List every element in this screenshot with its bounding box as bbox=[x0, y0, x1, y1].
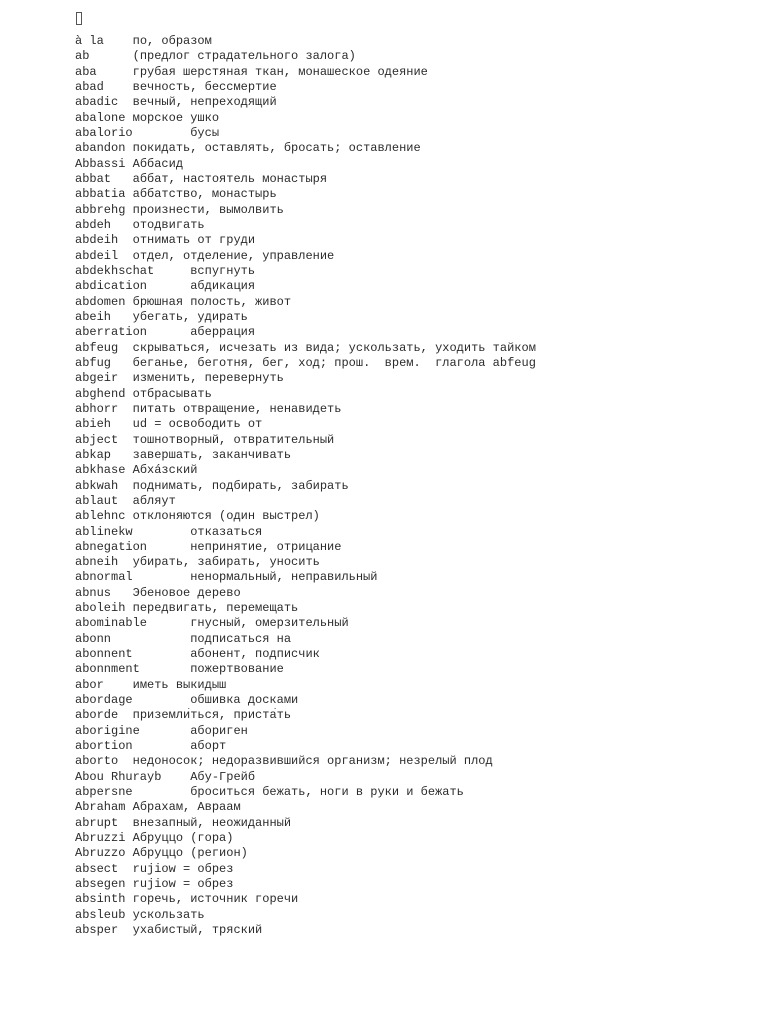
entry-row bbox=[75, 908, 755, 923]
entry-term: abdeih bbox=[75, 233, 119, 248]
entry-gloss: абляут bbox=[132, 493, 176, 508]
entry-term: abnormal bbox=[75, 570, 133, 585]
entry-gloss: аборт bbox=[190, 739, 227, 754]
missing-glyph-box bbox=[75, 12, 755, 34]
entry-row bbox=[75, 800, 755, 815]
entry-term: Abou Rhurayb bbox=[75, 769, 162, 784]
entry-gap bbox=[147, 279, 190, 293]
entry-term: ablehnc bbox=[75, 509, 126, 524]
entry-row bbox=[75, 509, 755, 524]
entry-row bbox=[75, 187, 755, 202]
entry-row bbox=[75, 126, 755, 141]
entry-term: abdomen bbox=[75, 294, 126, 309]
entry-term: abnegation bbox=[75, 539, 148, 554]
entry-term: abneih bbox=[75, 555, 119, 570]
entry-term: abieh bbox=[75, 417, 112, 432]
entry-gloss: Абхáзский bbox=[132, 463, 198, 478]
missing-glyph-icon bbox=[76, 12, 82, 25]
entry-gap bbox=[140, 662, 190, 676]
entry-gap bbox=[104, 34, 133, 48]
entry-gloss: вечный, непреходящий bbox=[132, 95, 277, 110]
entry-gloss: броситься бежать, ноги в руки и бежать bbox=[190, 785, 464, 800]
entry-gap bbox=[147, 540, 190, 554]
entry-term: aborigine bbox=[75, 723, 140, 738]
entry-row bbox=[75, 111, 755, 126]
entry-row bbox=[75, 555, 755, 570]
entry-gloss: аберрация bbox=[190, 325, 256, 340]
entry-row bbox=[75, 754, 755, 769]
entry-gap bbox=[104, 80, 133, 94]
entry-gap bbox=[111, 172, 133, 186]
entry-row bbox=[75, 662, 755, 677]
entry-gloss: гнусный, омерзительный bbox=[190, 616, 349, 631]
entry-gloss: Эбеновое дерево bbox=[132, 585, 241, 600]
entry-gloss: убегать, удирать bbox=[132, 309, 248, 324]
entry-gloss: Абруццо (регион) bbox=[132, 846, 248, 861]
entry-gap bbox=[125, 387, 132, 401]
entry-term: abdeil bbox=[75, 248, 119, 263]
entry-gap bbox=[111, 417, 133, 431]
entry-term: abadic bbox=[75, 95, 119, 110]
entry-row bbox=[75, 264, 755, 279]
entry-gloss: абориген bbox=[190, 723, 248, 738]
entry-gap bbox=[118, 708, 132, 722]
entry-gloss: Абруццо (гора) bbox=[132, 831, 234, 846]
entry-gap bbox=[133, 647, 191, 661]
entry-term: abfeug bbox=[75, 340, 119, 355]
entry-row bbox=[75, 157, 755, 172]
entry-gloss: подписаться на bbox=[190, 631, 292, 646]
entry-term: abad bbox=[75, 79, 104, 94]
entry-gloss: аббат, настоятель монастыря bbox=[132, 171, 328, 186]
entry-term: abhorr bbox=[75, 401, 119, 416]
entry-row bbox=[75, 540, 755, 555]
entry-term: absleub bbox=[75, 907, 126, 922]
entry-term: aboleih bbox=[75, 601, 126, 616]
entry-gap bbox=[118, 479, 132, 493]
entry-row bbox=[75, 892, 755, 907]
entry-gap bbox=[111, 448, 133, 462]
entry-term: abghend bbox=[75, 386, 126, 401]
entry-term: absper bbox=[75, 923, 119, 938]
entry-gloss: беганье, беготня, бег, ход; прош. врем. глагола abfeug bbox=[132, 355, 536, 370]
entry-term: aborde bbox=[75, 708, 119, 723]
entry-term: abonnment bbox=[75, 662, 140, 677]
entry-row bbox=[75, 616, 755, 631]
entry-gap bbox=[161, 770, 190, 784]
entry-term: abdekhschat bbox=[75, 263, 155, 278]
entry-term: abonnent bbox=[75, 647, 133, 662]
entry-row bbox=[75, 647, 755, 662]
entry-term: abnus bbox=[75, 585, 112, 600]
entry-gloss: ненормальный, неправильный bbox=[190, 570, 378, 585]
entry-term: ablinekw bbox=[75, 524, 133, 539]
entry-gloss: обшивка досками bbox=[190, 693, 299, 708]
entry-gloss: скрываться, исчезать из вида; ускользать, уходить тайком bbox=[132, 340, 536, 355]
entry-gloss: брюшная полость, живот bbox=[132, 294, 292, 309]
entry-gloss: покидать, оставлять, бросать; оставление bbox=[132, 141, 421, 156]
entry-gap bbox=[118, 95, 132, 109]
entry-gap bbox=[125, 295, 132, 309]
entry-row bbox=[75, 739, 755, 754]
entry-term: abor bbox=[75, 677, 104, 692]
entry-term: abkap bbox=[75, 447, 112, 462]
entry-row bbox=[75, 371, 755, 386]
entry-gloss: тошнотворный, отвратительный bbox=[132, 432, 335, 447]
entry-gap bbox=[118, 555, 132, 569]
entry-term: abbrehg bbox=[75, 202, 126, 217]
entry-row bbox=[75, 693, 755, 708]
entry-gap bbox=[118, 494, 132, 508]
entry-term: abdication bbox=[75, 279, 148, 294]
entry-term: Abbassi bbox=[75, 156, 126, 171]
entry-gloss: отодвигать bbox=[132, 217, 205, 232]
entry-gloss: передвигать, перемещать bbox=[132, 601, 299, 616]
entry-gloss: бусы bbox=[190, 125, 220, 140]
entry-gap bbox=[118, 862, 132, 876]
entry-gloss: абонент, подписчик bbox=[190, 647, 320, 662]
entry-gloss: пожертвование bbox=[190, 662, 284, 677]
entry-gap bbox=[133, 693, 191, 707]
entry-row bbox=[75, 816, 755, 831]
entry-gap bbox=[140, 724, 190, 738]
entry-gloss: отнимать от груди bbox=[132, 233, 256, 248]
entry-row bbox=[75, 770, 755, 785]
entry-gap bbox=[125, 463, 132, 477]
entry-term: Abruzzi bbox=[75, 831, 126, 846]
entry-gap bbox=[118, 233, 132, 247]
entry-term: abject bbox=[75, 432, 119, 447]
entry-gap bbox=[118, 341, 132, 355]
entry-term: absect bbox=[75, 861, 119, 876]
entry-gap bbox=[125, 111, 132, 125]
entry-term: abpersne bbox=[75, 785, 133, 800]
entry-row bbox=[75, 708, 755, 723]
entry-gap bbox=[125, 187, 132, 201]
entry-term: abonn bbox=[75, 631, 112, 646]
entry-row bbox=[75, 923, 755, 938]
entry-gloss: отбрасывать bbox=[132, 386, 212, 401]
entry-row bbox=[75, 785, 755, 800]
entry-term: abortion bbox=[75, 739, 133, 754]
entry-gloss: отклоняются (один выстрел) bbox=[132, 509, 320, 524]
entry-term: abeih bbox=[75, 309, 112, 324]
entry-row bbox=[75, 356, 755, 371]
entry-gap bbox=[125, 141, 132, 155]
entry-term: abandon bbox=[75, 141, 126, 156]
entry-list bbox=[75, 34, 755, 938]
entry-row bbox=[75, 325, 755, 340]
entry-term: aborto bbox=[75, 754, 119, 769]
entry-gap bbox=[125, 831, 132, 845]
entry-gloss: завершать, заканчивать bbox=[132, 447, 292, 462]
entry-gap bbox=[111, 218, 133, 232]
entry-gap bbox=[118, 816, 132, 830]
entry-gap bbox=[125, 877, 132, 891]
entry-gap bbox=[147, 616, 190, 630]
entry-row bbox=[75, 310, 755, 325]
entry-term: abrupt bbox=[75, 815, 119, 830]
entry-gap bbox=[125, 892, 132, 906]
entry-term: à la bbox=[75, 34, 104, 48]
entry-row bbox=[75, 233, 755, 248]
entry-gap bbox=[125, 509, 132, 523]
entry-gap bbox=[97, 65, 133, 79]
entry-gap bbox=[111, 586, 133, 600]
entry-row bbox=[75, 586, 755, 601]
entry-gloss: изменить, перевернуть bbox=[132, 371, 284, 386]
entry-row bbox=[75, 877, 755, 892]
entry-gap bbox=[154, 264, 190, 278]
entry-gap bbox=[147, 325, 190, 339]
entry-gap bbox=[133, 126, 191, 140]
entry-term: abfug bbox=[75, 355, 112, 370]
entry-row bbox=[75, 494, 755, 509]
entry-gap bbox=[118, 402, 132, 416]
entry-gap bbox=[111, 310, 133, 324]
entry-row bbox=[75, 95, 755, 110]
entry-term: aberration bbox=[75, 325, 148, 340]
entry-row bbox=[75, 49, 755, 64]
entry-row bbox=[75, 80, 755, 95]
entry-gloss: непринятие, отрицание bbox=[190, 539, 342, 554]
entry-gap bbox=[118, 923, 132, 937]
entry-gap bbox=[125, 908, 132, 922]
entry-term: abdeh bbox=[75, 217, 112, 232]
entry-row bbox=[75, 448, 755, 463]
entry-term: abkhase bbox=[75, 463, 126, 478]
entry-row bbox=[75, 341, 755, 356]
entry-row bbox=[75, 402, 755, 417]
entry-gap bbox=[104, 678, 133, 692]
entry-term: aba bbox=[75, 64, 97, 79]
entry-term: Abruzzo bbox=[75, 846, 126, 861]
dictionary-page bbox=[75, 12, 755, 938]
entry-gloss: убирать, забирать, уносить bbox=[132, 555, 320, 570]
entry-gloss: Абрахам, Авраам bbox=[132, 800, 241, 815]
entry-gap bbox=[125, 601, 132, 615]
entry-gap bbox=[133, 570, 191, 584]
entry-gloss: грубая шерстяная ткан, монашеское одеяние bbox=[132, 64, 428, 79]
entry-gap bbox=[125, 846, 132, 860]
entry-gloss: произнести, вымолвить bbox=[132, 202, 284, 217]
entry-row bbox=[75, 678, 755, 693]
entry-term: ablaut bbox=[75, 493, 119, 508]
entry-gloss: абдикация bbox=[190, 279, 256, 294]
entry-row bbox=[75, 417, 755, 432]
entry-term: abominable bbox=[75, 616, 148, 631]
entry-gloss: приземли́ться, приста́ть bbox=[132, 708, 292, 723]
entry-gap bbox=[125, 800, 132, 814]
entry-term: ab bbox=[75, 49, 90, 64]
entry-gloss: поднимать, подбирать, забирать bbox=[132, 478, 349, 493]
entry-gloss: аббатство, монастырь bbox=[132, 187, 277, 202]
entry-row bbox=[75, 433, 755, 448]
entry-row bbox=[75, 846, 755, 861]
entry-gloss: отказаться bbox=[190, 524, 263, 539]
entry-gap bbox=[118, 754, 132, 768]
entry-term: absinth bbox=[75, 892, 126, 907]
entry-gap bbox=[133, 739, 191, 753]
entry-gap bbox=[133, 785, 191, 799]
entry-row bbox=[75, 570, 755, 585]
entry-gap bbox=[118, 249, 132, 263]
entry-term: absegen bbox=[75, 877, 126, 892]
entry-gloss: Абу-Грейб bbox=[190, 769, 256, 784]
entry-gloss: ускользать bbox=[132, 907, 205, 922]
entry-row bbox=[75, 387, 755, 402]
entry-row bbox=[75, 862, 755, 877]
entry-gloss: по, образом bbox=[132, 34, 212, 48]
entry-gloss: морское ушко bbox=[132, 110, 220, 125]
entry-gloss: rujiow = обрез bbox=[132, 861, 234, 876]
entry-gap bbox=[125, 203, 132, 217]
entry-row bbox=[75, 479, 755, 494]
entry-term: abkwah bbox=[75, 478, 119, 493]
entry-gloss: Аббасид bbox=[132, 156, 184, 171]
entry-term: abbatia bbox=[75, 187, 126, 202]
entry-row bbox=[75, 203, 755, 218]
entry-gloss: иметь выкидыш bbox=[132, 677, 227, 692]
entry-gloss: ухабистый, тряский bbox=[132, 923, 263, 938]
entry-gap bbox=[111, 356, 133, 370]
entry-term: abordage bbox=[75, 693, 133, 708]
entry-row bbox=[75, 34, 755, 49]
entry-gloss: rujiow = обрез bbox=[132, 877, 234, 892]
entry-row bbox=[75, 525, 755, 540]
entry-term: abalorio bbox=[75, 125, 133, 140]
entry-gap bbox=[118, 371, 132, 385]
entry-gloss: отдел, отделение, управление bbox=[132, 248, 335, 263]
entry-gap bbox=[125, 157, 132, 171]
entry-term: abbat bbox=[75, 171, 112, 186]
entry-row bbox=[75, 295, 755, 310]
entry-gloss: вечность, бессмертие bbox=[132, 79, 277, 94]
entry-row bbox=[75, 218, 755, 233]
entry-row bbox=[75, 172, 755, 187]
entry-row bbox=[75, 601, 755, 616]
entry-gap bbox=[133, 525, 191, 539]
entry-gloss: вспугнуть bbox=[190, 263, 256, 278]
entry-row bbox=[75, 463, 755, 478]
entry-row bbox=[75, 249, 755, 264]
entry-gap bbox=[89, 49, 132, 63]
entry-gap bbox=[111, 632, 190, 646]
entry-row bbox=[75, 279, 755, 294]
entry-gloss: недоносок; недоразвившийся организм; незрелый плод bbox=[132, 754, 493, 769]
entry-row bbox=[75, 141, 755, 156]
entry-row bbox=[75, 831, 755, 846]
entry-row bbox=[75, 65, 755, 80]
entry-row bbox=[75, 724, 755, 739]
entry-row bbox=[75, 632, 755, 647]
entry-term: abalone bbox=[75, 110, 126, 125]
entry-term: abgeir bbox=[75, 371, 119, 386]
entry-term: Abraham bbox=[75, 800, 126, 815]
entry-gloss: внезапный, неожиданный bbox=[132, 815, 292, 830]
entry-gloss: (предлог страдательного залога) bbox=[132, 49, 356, 64]
entry-gloss: ud = освободить от bbox=[132, 417, 263, 432]
entry-gap bbox=[118, 433, 132, 447]
entry-gloss: питать отвращение, ненавидеть bbox=[132, 401, 342, 416]
entry-gloss: горечь, источник горечи bbox=[132, 892, 299, 907]
